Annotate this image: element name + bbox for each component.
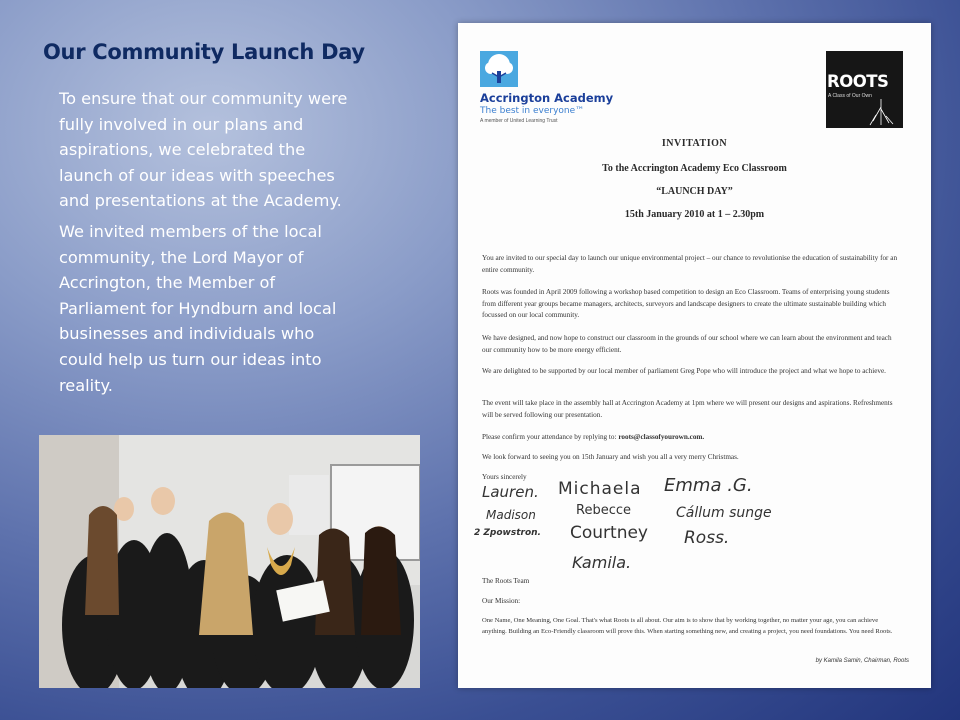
invitation-rsvp [482,432,902,444]
launch-day-photo [39,435,420,688]
signature-courtney: Courtney [570,523,648,543]
invitation-paragraph: Roots was founded in April 2009 following a workshop based competition to design an Eco Classroom. Teams of enterprising young students from different year groups became managers, architects, surveyors and landscape designers to create the ultimate sustainable building which focussed on our local community. [482,288,890,319]
signature-kamila: Kamila. [572,553,632,572]
roots-logo-subline: A Class of Our Own [828,93,872,99]
signature-twopounds: 2 Zpowstron. [474,528,541,538]
signature-lauren: Lauren. [482,483,539,501]
invitation-subheading: To the Accrington Academy Eco Classroom [602,163,787,174]
body-paragraph-2: We invited members of the local community, the Lord Mayor of Accrington, the Member of Parliament for Hyndburn and local businesses and individuals who could help us turn our ideas into reality. [59,221,337,395]
invitation-paragraph: You are invited to our special day to launch our unique environmental project – our chance to revolutionise the education of sustainability for an entire community. [482,254,898,274]
signature-rebecca: Rebecce [576,503,631,518]
invitation-document [458,23,931,688]
photo-illustration [39,435,420,688]
signature-michaela: Michaela [558,479,642,499]
invitation-paragraph: The event will take place in the assembly hall at Accrington Academy at 1pm where we will present our designs and aspirations. Refreshments will be served following our presentation. [482,399,893,419]
invitation-heading: INVITATION [661,138,728,149]
rsvp-text: Please confirm your attendance by replying to: [482,433,617,441]
invitation-sign-off: Yours sincerely [482,473,527,481]
slide-title: Our Community Launch Day [43,40,365,64]
mission-heading: Our Mission: [482,597,521,605]
academy-subline: A member of United Learning Trust [480,118,558,124]
academy-tagline: The best in everyone™ [480,106,585,116]
signature-ross: Ross. [684,528,730,548]
roots-icon [826,51,903,128]
roots-logo [826,51,903,128]
invitation-team: The Roots Team [482,577,530,585]
invitation-event-name: “LAUNCH DAY” [656,186,733,197]
signature-madison: Madison [486,508,536,522]
slide-body [59,86,359,403]
rsvp-email: roots@classofyourown.com. [618,433,705,441]
academy-name: Accrington Academy [480,91,614,105]
signature-emma: Emma .G. [664,475,753,496]
tree-icon [480,51,518,87]
invitation-closing: We look forward to seeing you on 15th January and wish you all a very merry Christmas. [482,453,739,461]
invitation-date: 15th January 2010 at 1 – 2.30pm [624,209,765,220]
mission-signed-by: by Kamila Samin, Chairman, Roots [815,658,909,664]
invitation-paragraph: We are delighted to be supported by our local member of parliament Greg Pope who will introduce the project and what we hope to achieve. [482,367,886,375]
invitation-paragraph: We have designed, and now hope to construct our classroom in the grounds of our school where we can learn about the environment and teach our community how to be more energy efficient. [482,334,892,354]
signature-callum: Cállum sunge [676,505,772,521]
body-paragraph-1: To ensure that our community were fully involved in our plans and aspirations, we celebrated the launch of our ideas with speeches and presentations at the Academy. [59,89,348,211]
roots-logo-title: ROOTS [827,72,889,91]
accrington-academy-logo [480,51,620,124]
mission-text: One Name, One Meaning, One Goal. That's what Roots is all about. Our aim is to show that by working together, no matter your age, you can achieve anything. Building an Eco-Friendly classroom will prove this. When starting something new, and creating a project, you need foundations. You need Roots. [482,617,893,635]
